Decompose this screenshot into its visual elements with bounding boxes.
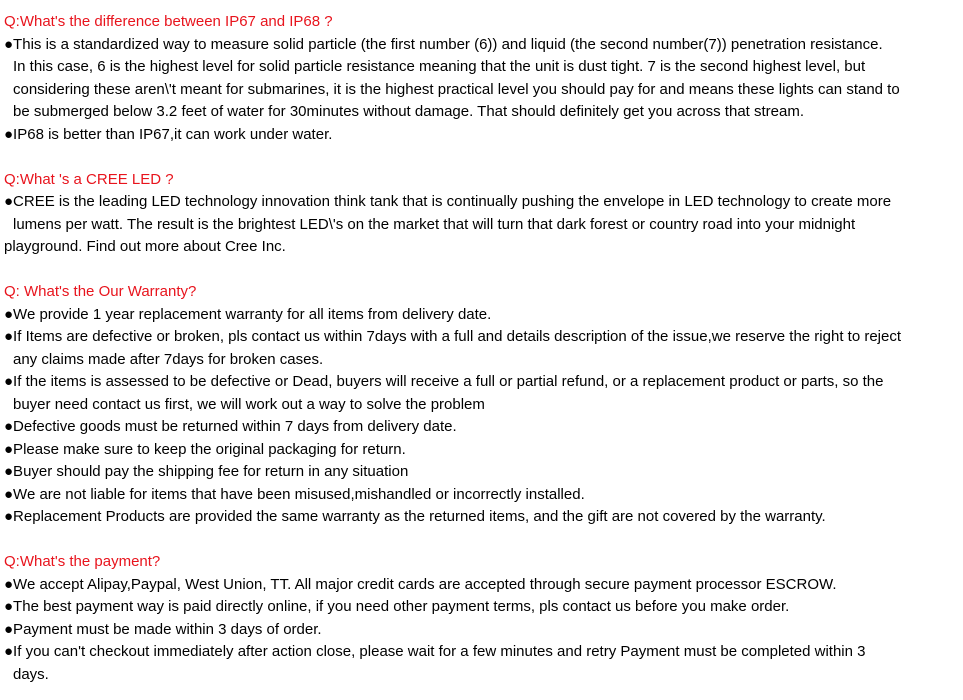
faq-bullet: ●Payment must be made within 3 days of order. bbox=[4, 620, 322, 638]
faq-section-payment bbox=[4, 551, 961, 686]
faq-bullet: ●IP68 is better than IP67,it can work under water. bbox=[4, 125, 333, 143]
section-spacer bbox=[4, 529, 961, 552]
faq-bullet: ●If you can't checkout immediately after action close, please wait for a few minutes and retry Payment must be completed within 3 bbox=[4, 643, 866, 660]
faq-bullet: ●The best payment way is paid directly online, if you need other payment terms, pls contact us before you make order. bbox=[4, 598, 790, 615]
faq-bullet: ●We are not liable for items that have been misused,mishandled or incorrectly installed. bbox=[4, 485, 585, 503]
faq-bullet: ●We accept Alipay,Paypal, West Union, TT. All major credit cards are accepted through secure payment processor ESCROW. bbox=[4, 575, 837, 593]
faq-continuation: lumens per watt. The result is the brightest LED\'s on the market that will turn that dark forest or country road into your midnight bbox=[13, 215, 856, 233]
faq-bullet: ●Buyer should pay the shipping fee for return in any situation bbox=[4, 463, 409, 480]
faq-continuation: playground. Find out more about Cree Inc. bbox=[4, 238, 286, 255]
faq-bullet: ●Defective goods must be returned within 7 days from delivery date. bbox=[4, 418, 457, 435]
faq-continuation: considering these aren\'t meant for submarines, it is the highest practical level you should pay for and means these lights can stand to bbox=[13, 80, 900, 98]
faq-document bbox=[4, 11, 961, 686]
faq-continuation: In this case, 6 is the highest level for solid particle resistance meaning that the unit is dust tight. 7 is the second highest level, but bbox=[13, 58, 866, 75]
faq-question: Q:What 's a CREE LED ? bbox=[4, 170, 174, 188]
faq-section-ip-rating bbox=[4, 11, 961, 146]
faq-bullet: ●If the items is assessed to be defective or Dead, buyers will receive a full or partial refund, or a replacement product or parts, so the bbox=[4, 373, 884, 390]
faq-section-cree-led bbox=[4, 169, 961, 259]
faq-bullet: ●This is a standardized way to measure solid particle (the first number (6)) and liquid (the second number(7)) penetration resistance. bbox=[4, 35, 883, 53]
faq-bullet: ●We provide 1 year replacement warranty for all items from delivery date. bbox=[4, 305, 492, 323]
faq-bullet: ●Please make sure to keep the original packaging for return. bbox=[4, 440, 406, 458]
faq-continuation: days. bbox=[13, 665, 49, 683]
faq-section-warranty bbox=[4, 281, 961, 529]
faq-question: Q:What's the difference between IP67 and IP68 ? bbox=[4, 13, 333, 30]
section-spacer bbox=[4, 259, 961, 282]
faq-question: Q: What's the Our Warranty? bbox=[4, 283, 197, 300]
section-spacer bbox=[4, 146, 961, 169]
faq-continuation: buyer need contact us first, we will work out a way to solve the problem bbox=[13, 395, 485, 413]
faq-question: Q:What's the payment? bbox=[4, 553, 161, 570]
faq-bullet: ●Replacement Products are provided the same warranty as the returned items, and the gift are not covered by the warranty. bbox=[4, 508, 826, 525]
faq-continuation: be submerged below 3.2 feet of water for 30minutes without damage. That should definitely get you across that stream. bbox=[13, 103, 805, 120]
faq-bullet: ●CREE is the leading LED technology innovation think tank that is continually pushing the envelope in LED technology to create more bbox=[4, 193, 892, 210]
faq-continuation: any claims made after 7days for broken cases. bbox=[13, 350, 324, 368]
faq-bullet: ●If Items are defective or broken, pls contact us within 7days with a full and details description of the issue,we reserve the right to reject bbox=[4, 328, 902, 345]
